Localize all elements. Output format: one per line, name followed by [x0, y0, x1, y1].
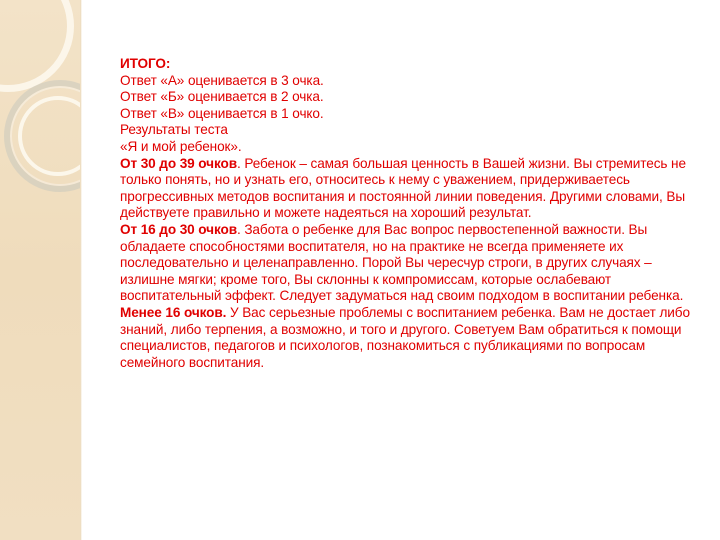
heading: ИТОГО:: [120, 56, 171, 71]
result-paragraph-low: [120, 305, 700, 371]
result-range-low: Менее 16 очков.: [120, 304, 227, 320]
result-text-low: У Вас серьезные проблемы с воспитанием ребенка. Вам не достает либо знаний, либо терпения, а возможно, и того и другого. Советуем Вам обратиться к помощи специалистов, педагогов и психологов, познакомиться с публикациями по вопросам семейного воспитания.: [120, 304, 690, 370]
result-text-high: . Ребенок – самая большая ценность в Вашей жизни. Вы стремитесь не только понять, но и узнать его, относитесь к нему с уважением, придерживаетесь прогрессивных методов воспитания и постоянной линии поведения. Другими словами, Вы действуете правильно и можете надеяться на хороший результат.: [120, 155, 686, 221]
result-range-mid: От 16 до 30 очков: [120, 221, 237, 237]
result-text-mid: . Забота о ребенке для Вас вопрос первостепенной важности. Вы обладаете способностями воспитателя, но на практике не всегда применяете их последовательно и целенаправленно. Порой Вы чересчур строги, в других случаях – излишне мягки; кроме того, Вы склонны к компромиссам, которые ослабевают воспитательный эффект. Следует задуматься над своим подходом в воспитании ребенка.: [120, 221, 684, 304]
scoring-line-c: Ответ «В» оценивается в 1 очко.: [120, 105, 324, 121]
scoring-line-b: Ответ «Б» оценивается в 2 очка.: [120, 89, 324, 105]
results-text-block: [120, 56, 700, 371]
decorative-ring-top: [0, 0, 74, 92]
decorative-side-panel: [0, 0, 80, 540]
side-panel-edge: [80, 0, 82, 540]
scoring-line-a: Ответ «А» оценивается в 3 очка.: [120, 72, 324, 88]
result-paragraph-mid: [120, 222, 700, 305]
results-title-line2: «Я и мой ребенок».: [120, 138, 242, 154]
result-paragraph-high: [120, 156, 700, 222]
result-range-high: От 30 до 39 очков: [120, 155, 237, 171]
results-title-line1: Результаты теста: [120, 122, 228, 138]
